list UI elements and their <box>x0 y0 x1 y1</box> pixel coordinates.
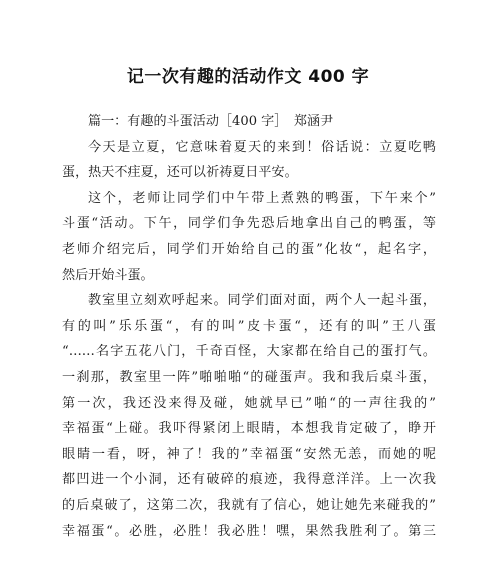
paragraph-line: 第一次，我还没来得及碰，她就早已”啪“的一声往我的” <box>62 395 436 411</box>
paragraph-line: 有的叫”乐乐蛋“，有的叫”皮卡蛋“，还有的叫”王八蛋 <box>62 318 436 334</box>
paragraph-line: 斗蛋“活动。下午，同学们争先恐后地拿出自己的鸭蛋，等 <box>62 216 436 232</box>
paragraph-line: 然后开始斗蛋。 <box>62 267 154 283</box>
paragraph-line: 一刹那，教室里一阵”啪啪啪“的碰蛋声。我和我后桌斗蛋， <box>62 369 436 385</box>
paragraph-line: 蛋，热天不疰夏，还可以祈祷夏日平安。 <box>62 165 298 181</box>
paragraph-line: 都凹进一个小洞，还有破碎的痕迹，我得意洋洋。上一次我 <box>62 472 436 488</box>
paragraph-line: 的后桌破了，这第二次，我就有了信心，她让她先来碰我的” <box>62 497 436 513</box>
paragraph-line: 老师介绍完后，同学们开始给自己的蛋”化妆“，起名字， <box>62 241 436 257</box>
document-title: 记一次有趣的活动作文 400 字 <box>126 67 370 87</box>
paragraph-line: 幸福蛋“上碰。我吓得紧闭上眼睛，本想我肯定破了，睁开 <box>62 421 436 437</box>
paragraph-line: 今天是立夏，它意味着夏天的来到！俗话说：立夏吃鸭 <box>88 139 436 155</box>
paragraph-line: 幸福蛋“。必胜，必胜！我必胜！嘿，果然我胜利了。第三 <box>62 523 436 539</box>
article-heading-line: 篇一：有趣的斗蛋活动［400 字］ 郑涵尹 <box>88 114 334 129</box>
paragraph-line: 这个，老师让同学们中午带上煮熟的鸭蛋，下午来个” <box>88 190 436 206</box>
paragraph-line: 教室里立刻欢呼起来。同学们面对面，两个人一起斗蛋， <box>88 293 436 309</box>
document-body <box>62 109 436 544</box>
paragraph-line: 眼睛一看，呀，神了！我的”幸福蛋“安然无恙，而她的呢 <box>62 446 436 462</box>
paragraph-line: “……名字五花八门，千奇百怪，大家都在给自己的蛋打气。 <box>62 344 436 360</box>
